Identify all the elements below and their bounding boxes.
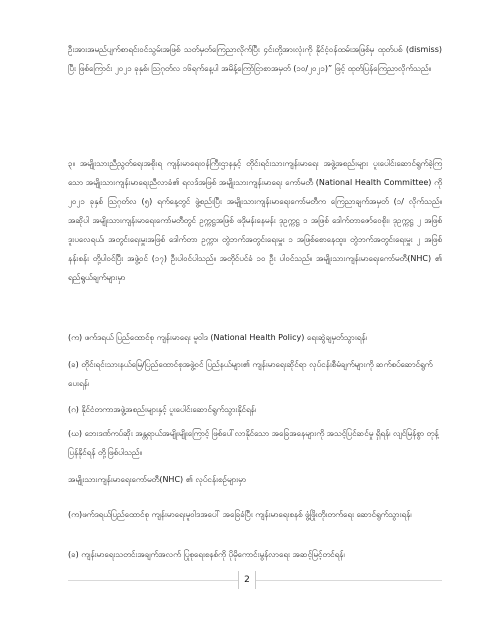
list-item-ga: (ဂ) နိုင်ငံတကာအဖွဲ့အစည်းများနှင့် ပူးပေါင်းဆောင်ရွက်သွားနိုင်ရန်၊	[68, 405, 256, 414]
paragraph-continuation: ဦးအားအမည်ပျက်စာရင်းဝင်သွမ်းအဖြစ် သတ်မှတ်ကြေညာလိုက်ပြီး ၄င်းတို့အားလုံးကို နိုင်ငံ့ဝန်ထမ်းအဖြစ်မှ ထုတ်ပစ် (dismiss) ပြီး ဖြစ်ကြောင်း ၂၀၂၁ ခုနှစ်၊ ဩဂုတ်လ ၁၆ရက်နေ့ပါ အမိန့်ကြော်ငြာစာအမှတ် (၁၀/၂၀၂၁)” ဖြင့် ထုတ်ပြန်ကြေညာလိုက်သည်။	[68, 45, 442, 73]
list-item-ka-2: (က)ဖက်ဒရယ်ပြည်ထောင်စု ကျန်းမာရေးမူဝါဒအပေါ် အခြေခံပြီး ကျန်းမာရေးစနစ် ဖွံ့ဖြိုးတိုးတက်ရေး ဆောင်ရွက်သွားရန်၊	[68, 510, 412, 519]
list-item-kha-2: (ခ) ကျန်းမာရေးသတင်းအချက်အလက် ပြုစုရေးစနစ်ကို ပိုမိုကောင်းမွန်လာရေး အဆင့်မြင့်တင်ရန်၊	[68, 550, 345, 559]
footer-rule-right	[254, 580, 442, 581]
footer-rule-left	[68, 580, 238, 581]
list-item-gha: (ဃ) ဘေးဒဏ်ကပ်ဆိုး အန္တရာယ်အမျိုးမျိုးကြောင့် ဖြစ်ပေါ်လာနိုင်သော အခြေအနေများကို အသင့်ပြင်ဆင်မှု ရှိရန်၊ လျင်မြန်စွာ တုန့်ပြန်နိုင်ရန် တို့ဖြစ်ပါသည်။	[68, 429, 439, 457]
section-subheading: အမျိုးသားကျန်းမာရေးကော်မတီ(NHC) ၏ လုပ်ငန်းစဉ်များမှာ	[68, 475, 246, 484]
list-item-ka: (က) ဖက်ဒရယ် ပြည်ထောင်စု ကျန်းမာရေး မူဝါဒ (National Health Policy) ရေးဆွဲချမှတ်သွားရန်၊	[68, 333, 367, 342]
paragraph-3: ၃။ အမျိုးသားညီညွတ်ရေးအစိုးရ ကျန်းမာရေးဝန်ကြီးဌာနနှင့် တိုင်းရင်းသားကျန်းမာရေး အဖွဲ့အစည်းများ ပူးပေါင်းဆောင်ရွက်ခဲ့ကြသော အမျိုးသားကျန်းမာရေးညီလာခံ၏ ရလဒ်အဖြစ် အမျိုးသားကျန်းမာရေး ကော်မတီ (National Health Committee) ကို ၂၀၂၁ ခုနှစ် ဩဂုတ်လ (၅) ရက်နေ့တွင် ဖွဲ့စည်းပြီး အမျိုးသားကျန်းမာရေးကော်မတီက ကြေညာချက်အမှတ် (၁/ လိုက်သည်။ အဆိုပါ အမျိုးသားကျန်းမာရေးကော်မတီတွင် ဥက္ကဋ္ဌအဖြစ် ဖဒိုမန်းနေမန်း ဒုဥက္ကဋ္ဌ ၁ အဖြစ် ဒေါက်တာဇော်ဝေစိုး၊ ဒုဥက္ကဋ္ဌ ၂ အဖြစ် ဒူးပလေရယ်၊ အတွင်းရေးမှူးအဖြစ် ဒေါက်တာ ဥက္ကာ၊ တွဲဘက်အတွင်းရေးမှူး ၁ အဖြစ်စောနေထူး၊ တွဲဘက်အတွင်းရေးမှူး ၂ အဖြစ် နန်းစန်း တို့ပါဝင်ပြီး အဖွဲ့ဝင် (၁၇) ဦးပါဝင်ပါသည်။ အတိုင်ပင်ခံ ၁၀ ဦး ပါဝင်သည်။ အမျိုးသားကျန်းမာရေးကော်မတီ(NHC) ၏ ရည်ရွယ်ချက်များမှာ	[68, 159, 442, 282]
list-item-kha: (ခ) တိုင်းရင်းသားနယ်မြေ/ပြည်ထောင်စုအဖွဲ့ဝင် ပြည်နယ်များ၏ ကျန်းမာရေးဆိုင်ရာ လုပ်ငန်းစီမံချက်များကို ဆက်စပ်ဆောင်ရွက်ပေးရန်၊	[68, 360, 433, 388]
page-number: 2	[238, 571, 256, 589]
